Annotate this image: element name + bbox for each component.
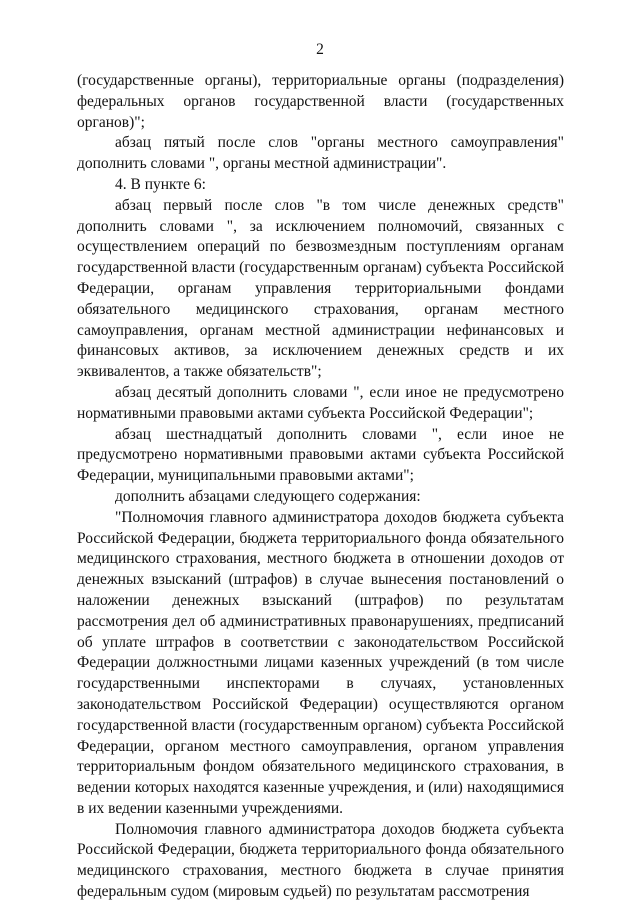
page-number: 2	[316, 41, 324, 58]
paragraph: дополнить абзацами следующего содержания:	[115, 487, 421, 505]
paragraph: абзац пятый после слов "органы местного самоуправления" дополнить словами ", органы местной администрации".	[77, 134, 564, 173]
paragraph: Полномочия главного администратора доходов бюджета субъекта Российской Федерации, бюджета территориального фонда обязательного медицинского страхования, местного бюджета в случае принятия федеральным судом (мировым судьей) по результатам рассмотрения	[77, 820, 564, 901]
paragraph: абзац первый после слов "в том числе денежных средств" дополнить словами ", за исключением полномочий, связанных с осуществлением операций по безвозмездным поступлениям органам государственной власти (государственным органам) субъекта Российской Федерации, органам управления территориальными фондами обязательного медицинского страхования, органам местного самоуправления, органам местной администрации нефинансовых и финансовых активов, за исключением денежных средств и их эквивалентов, а также обязательств";	[77, 196, 564, 381]
paragraph: 4. В пункте 6:	[115, 175, 206, 193]
paragraph: абзац шестнадцатый дополнить словами ", если иное не предусмотрено нормативными правовыми актами субъекта Российской Федерации, муниципальными правовыми актами";	[77, 425, 564, 485]
paragraph: (государственные органы), территориальные органы (подразделения) федеральных органов государственной власти (государственных органов)";	[77, 72, 564, 131]
paragraph: "Полномочия главного администратора доходов бюджета субъекта Российской Федерации, бюджета территориального фонда обязательного медицинского страхования, местного бюджета в отношении доходов от денежных взысканий (штрафов) в случае вынесения постановлений о наложении денежных взысканий (штрафов) по результатам рассмотрения дел об административных правонарушениях, предписаний об уплате штрафов в соответствии с законодательством Российской Федерации должностными лицами казенных учреждений (в том числе государственными инспекторами в случаях, установленных законодательством Российской Федерации) осуществляются органом государственной власти (государственным органом) субъекта Российской Федерации, органом местного самоуправления, органом управления территориальным фондом обязательного медицинского страхования, в ведении которых находятся казенные учреждения, и (или) находящимися в их ведении казенными учреждениями.	[77, 508, 564, 817]
document-body	[77, 71, 564, 903]
paragraph: абзац десятый дополнить словами ", если иное не предусмотрено нормативными правовыми актами субъекта Российской Федерации";	[77, 383, 564, 422]
